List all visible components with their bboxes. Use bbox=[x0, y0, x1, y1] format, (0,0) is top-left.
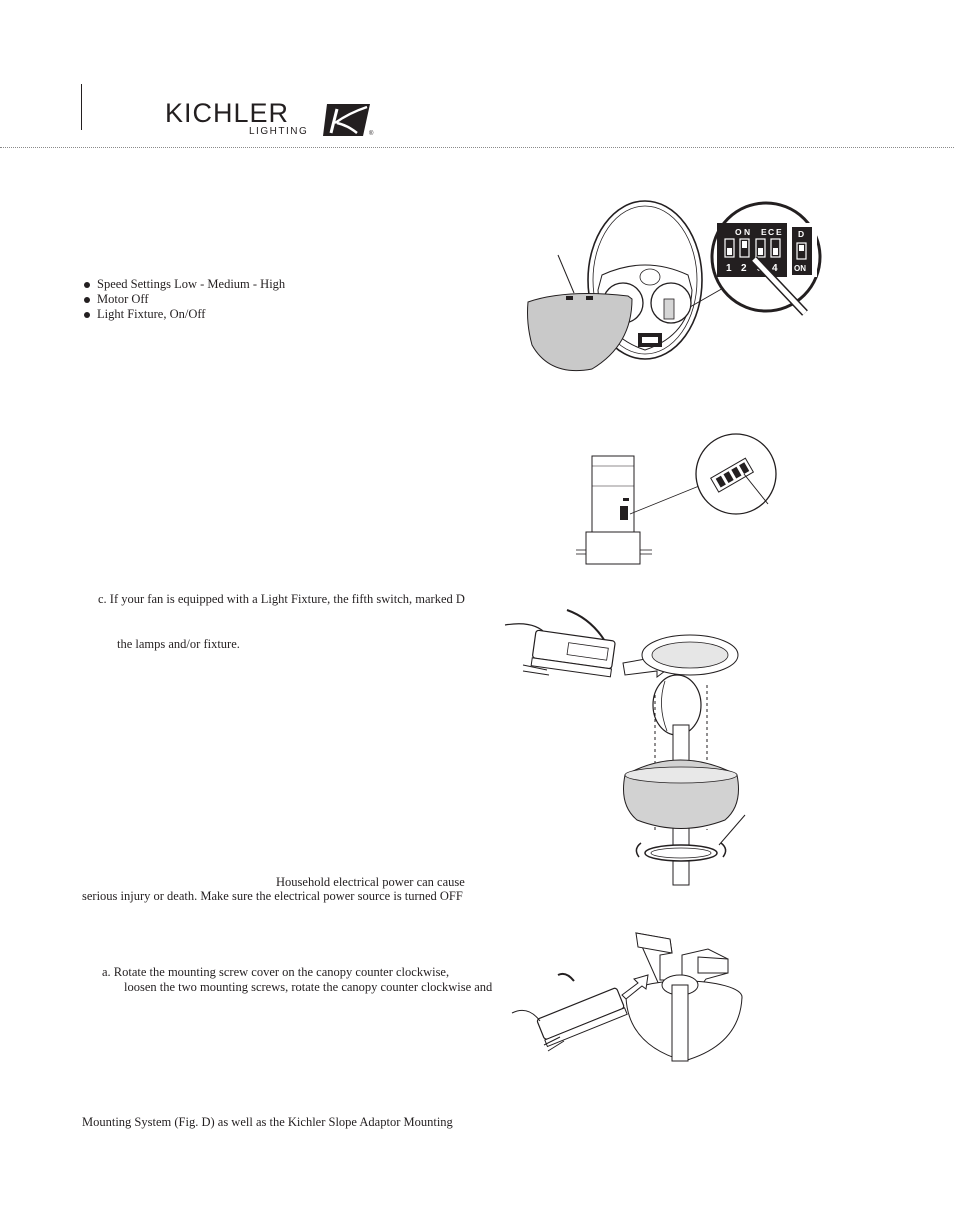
feature-item: Speed Settings Low - Medium - High bbox=[82, 277, 285, 292]
dip-label-o: O bbox=[735, 227, 742, 237]
dip-number-1: 1 bbox=[726, 263, 732, 274]
feature-item: Light Fixture, On/Off bbox=[82, 307, 285, 322]
step-a-text: a. Rotate the mounting screw cover on the canopy counter clockwise, bbox=[102, 965, 450, 979]
dip-label-e2: E bbox=[776, 227, 782, 237]
step-c-text: c. If your fan is equipped with a Light Fixture, the fifth switch, marked D bbox=[98, 592, 465, 606]
dip-label-c: C bbox=[768, 227, 775, 237]
brand-wordmark: KICHLER bbox=[165, 98, 290, 128]
header-vertical-rule bbox=[81, 84, 82, 130]
warning-text: Household electrical power can cause bbox=[276, 875, 465, 889]
dip-label-e1: E bbox=[761, 227, 767, 237]
dip-label-n: N bbox=[744, 227, 751, 237]
step-c-text-continued: the lamps and/or fixture. bbox=[117, 637, 240, 651]
registered-mark: ® bbox=[369, 131, 374, 137]
canopy-assembly-figure bbox=[505, 605, 755, 890]
dip-label-d: D bbox=[798, 229, 805, 239]
dip-number-2: 2 bbox=[741, 263, 747, 274]
feature-list bbox=[82, 277, 285, 322]
step-a-text-continued: loosen the two mounting screws, rotate the canopy counter clockwise and bbox=[124, 980, 493, 994]
dip-label-d-on: ON bbox=[794, 264, 806, 273]
dip-number-4: 4 bbox=[772, 263, 778, 274]
feature-item: Motor Off bbox=[82, 292, 285, 307]
mounting-system-text: Mounting System (Fig. D) as well as the Kichler Slope Adaptor Mounting bbox=[82, 1115, 453, 1129]
header-dotted-divider bbox=[0, 147, 954, 148]
kichler-logo-icon bbox=[323, 103, 374, 137]
receiver-side-figure bbox=[572, 440, 782, 570]
warning-text-continued: serious injury or death. Make sure the electrical power source is turned OFF bbox=[82, 889, 463, 903]
bracket-canopy-figure bbox=[510, 925, 745, 1065]
brand-subtitle: LIGHTING bbox=[249, 126, 309, 137]
receiver-dip-switch-figure bbox=[520, 195, 820, 375]
